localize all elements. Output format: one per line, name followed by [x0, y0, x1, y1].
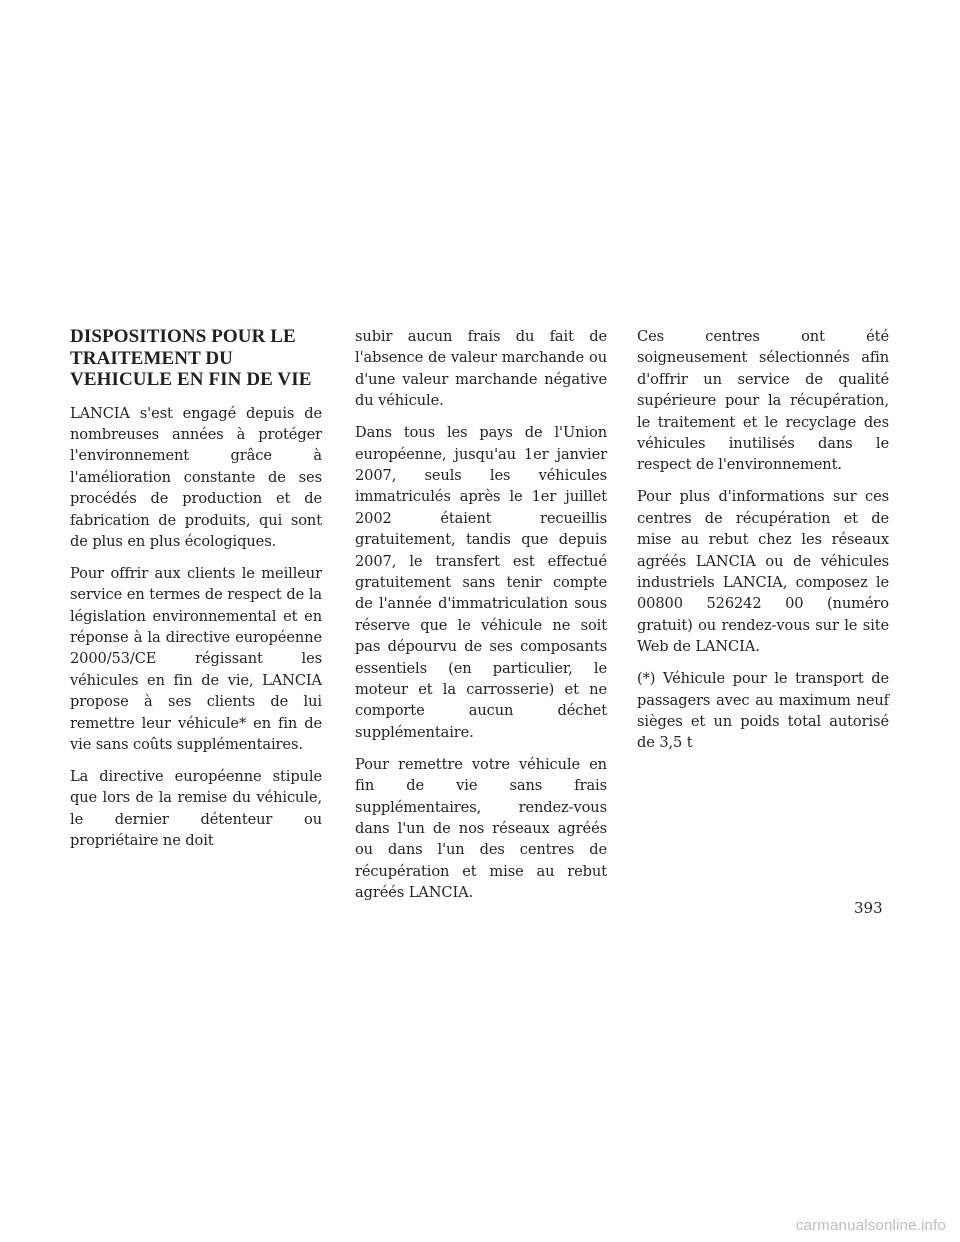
column-middle: [355, 326, 607, 914]
paragraph: Dans tous les pays de l'Union européenne, jusqu'au 1er janvier 2007, seuls les véhicules immatriculés après le 1er juillet 2002 étaient recueillis gratuitement, tandis que depuis 2007, le transfert est effectué gratuitement sans tenir compte de l'année d'immatriculation sous réserve que le véhicule ne soit pas dépourvu de ses composants essentiels (en particulier, le moteur et la carrosserie) et ne comporte aucun déchet supplémentaire.: [355, 424, 607, 741]
watermark: carmanualsonline.info: [795, 1217, 946, 1234]
footnote: (*) Véhicule pour le transport de passagers avec au maximum neuf sièges et un poids total autorisé de 3,5 t: [637, 670, 889, 752]
column-left: [70, 326, 322, 862]
paragraph: La directive européenne stipule que lors de la remise du véhicule, le dernier détenteur ou propriétaire ne doit: [70, 768, 322, 850]
paragraph: subir aucun frais du fait de l'absence de valeur marchande ou d'une valeur marchande négative du véhicule.: [355, 328, 607, 410]
paragraph: Ces centres ont été soigneusement sélectionnés afin d'offrir un service de qualité supérieure pour la récupération, le traitement et le recyclage des véhicules inutilisés dans le respect de l'environnement.: [637, 328, 889, 474]
paragraph: Pour offrir aux clients le meilleur service en termes de respect de la législation environnemental et en réponse à la directive européenne 2000/53/CE régissant les véhicules en fin de vie, LANCIA propose à ses clients de lui remettre leur véhicule* en fin de vie sans coûts supplémentaires.: [70, 564, 322, 754]
paragraph: Pour remettre votre véhicule en fin de vie sans frais supplémentaires, rendez-vous dans l'un de nos réseaux agréés ou dans l'un des centres de récupération et mise au rebut agréés LANCIA.: [355, 755, 607, 902]
section-heading: DISPOSITIONS POUR LE TRAITEMENT DU VEHICULE EN FIN DE VIE: [70, 326, 312, 390]
page-number: 393: [854, 899, 883, 917]
paragraph: Pour plus d'informations sur ces centres de récupération et de mise au rebut chez les réseaux agréés LANCIA ou de véhicules industriels LANCIA, composez le 00800 526242 00 (numéro gratuit) ou rendez-vous sur le site Web de LANCIA.: [637, 488, 889, 656]
paragraph: LANCIA s'est engagé depuis de nombreuses années à protéger l'environnement grâce à l'amélioration constante de ses procédés de production et de fabrication de produits, qui sont de plus en plus écologiques.: [70, 404, 322, 550]
column-right: [637, 326, 889, 764]
